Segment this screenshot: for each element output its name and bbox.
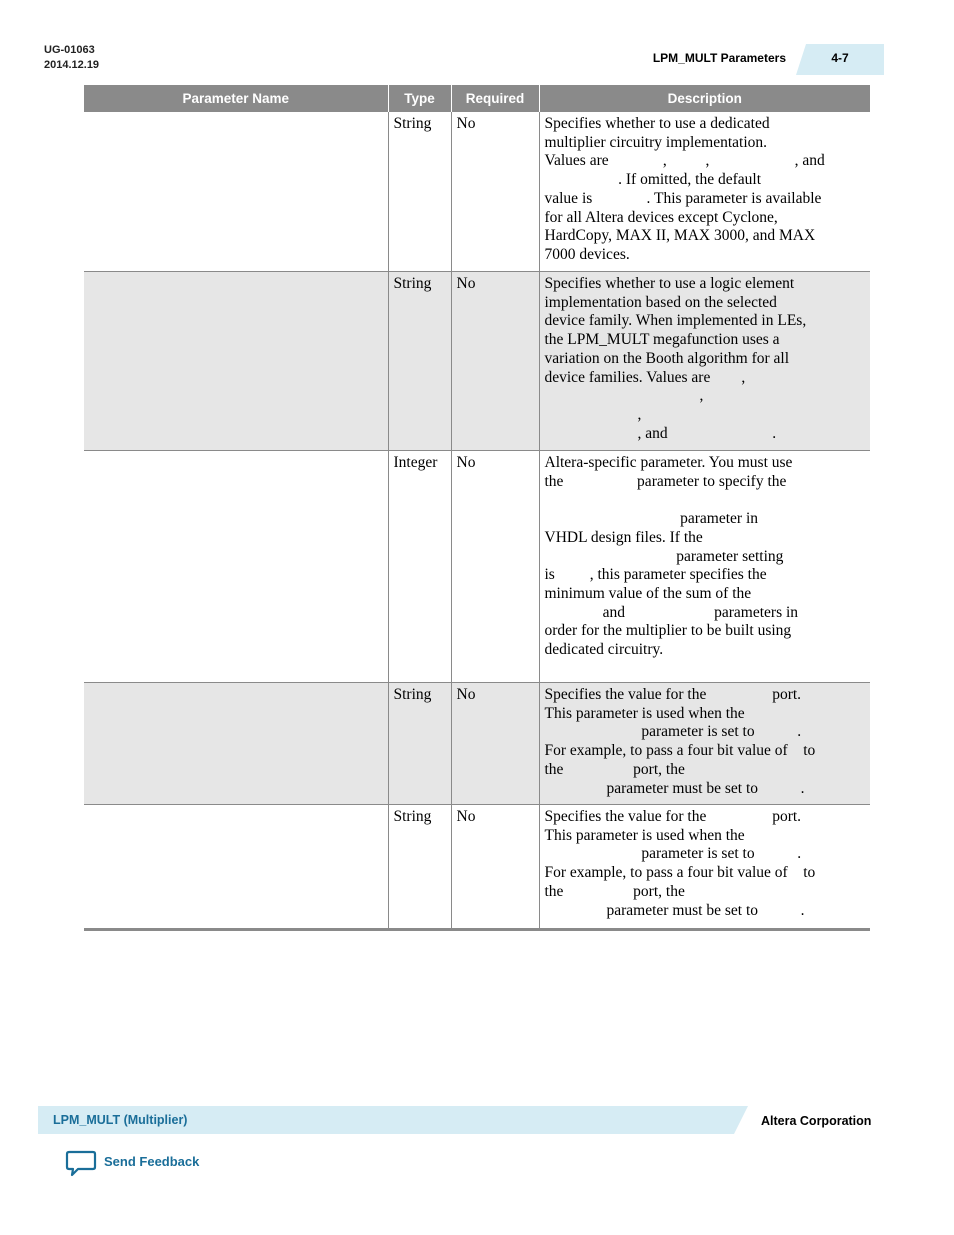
description-line: VHDL design files. If the bbox=[544, 528, 703, 546]
description-line: implementation based on the selected bbox=[544, 293, 777, 311]
param-type-cell: String bbox=[388, 805, 451, 930]
param-name-cell bbox=[84, 683, 388, 805]
description-line: 7000 devices. bbox=[544, 245, 630, 263]
description-line: , and . bbox=[544, 424, 777, 442]
param-required-cell: No bbox=[451, 112, 539, 272]
page-number: 4-7 bbox=[831, 51, 849, 65]
description-line: , bbox=[544, 387, 704, 405]
description-line: HardCopy, MAX II, MAX 3000, and MAX bbox=[544, 227, 816, 245]
description-line: minimum value of the sum of the bbox=[544, 584, 752, 602]
description-line: Values are , , , and bbox=[544, 152, 825, 170]
param-description-cell bbox=[539, 683, 870, 805]
doc-meta bbox=[44, 43, 99, 73]
table-row bbox=[84, 805, 870, 930]
description-line: This parameter is used when the bbox=[544, 704, 745, 722]
description-line: , bbox=[544, 405, 642, 423]
table-row bbox=[84, 683, 870, 805]
param-name-cell bbox=[84, 805, 388, 930]
send-feedback-link[interactable]: Send Feedback bbox=[104, 1154, 200, 1169]
description-line: parameter in bbox=[544, 510, 759, 528]
param-required-cell: No bbox=[451, 451, 539, 683]
description-line: parameter is set to . bbox=[544, 845, 802, 863]
param-type-cell: String bbox=[388, 112, 451, 272]
table-row bbox=[84, 112, 870, 272]
param-name-cell bbox=[84, 112, 388, 272]
company-name: Altera Corporation bbox=[761, 1114, 872, 1128]
description-line: parameter must be set to . bbox=[544, 779, 805, 797]
speech-bubble-icon[interactable] bbox=[65, 1150, 97, 1178]
param-type-cell: Integer bbox=[388, 451, 451, 683]
description-line: and parameters in bbox=[544, 603, 799, 621]
description-line: This parameter is used when the bbox=[544, 826, 745, 844]
description-line: dedicated circuitry. bbox=[544, 641, 664, 659]
doc-date: 2014.12.19 bbox=[44, 59, 100, 71]
description-line: the LPM_MULT megafunction uses a bbox=[544, 331, 780, 349]
col-header-type: Type bbox=[388, 85, 451, 112]
description-line: parameter is set to . bbox=[544, 723, 802, 741]
description-line: the port, the bbox=[544, 882, 685, 900]
description-line: device family. When implemented in LEs, bbox=[544, 312, 807, 330]
table-header-row bbox=[84, 85, 870, 112]
description-line: parameter setting bbox=[544, 547, 784, 565]
col-header-parameter-name: Parameter Name bbox=[84, 85, 388, 112]
description-line: the port, the bbox=[544, 760, 685, 778]
parameters-table bbox=[84, 85, 870, 931]
table-row bbox=[84, 451, 870, 683]
description-line: . If omitted, the default bbox=[544, 171, 762, 189]
param-description-cell bbox=[539, 272, 870, 451]
description-line: device families. Values are , bbox=[544, 368, 746, 386]
description-line: for all Altera devices except Cyclone, bbox=[544, 208, 778, 226]
param-description-cell bbox=[539, 112, 870, 272]
description-line bbox=[545, 491, 866, 510]
description-line: multiplier circuitry implementation. bbox=[544, 133, 768, 151]
col-header-description: Description bbox=[539, 85, 870, 112]
description-line: the parameter to specify the bbox=[544, 472, 787, 490]
description-line: value is . This parameter is available bbox=[544, 189, 822, 207]
param-name-cell bbox=[84, 272, 388, 451]
description-line: Specifies whether to use a logic element bbox=[544, 275, 795, 292]
table-row bbox=[84, 272, 870, 451]
section-title: LPM_MULT Parameters bbox=[652, 51, 786, 65]
description-line: Specifies the value for the port. bbox=[544, 808, 802, 825]
doc-id: UG-01063 bbox=[44, 44, 95, 56]
param-name-cell bbox=[84, 451, 388, 683]
param-description-cell bbox=[539, 451, 870, 683]
param-required-cell: No bbox=[451, 683, 539, 805]
description-line: Altera-specific parameter. You must use bbox=[544, 454, 793, 471]
description-line: Specifies the value for the port. bbox=[544, 686, 802, 703]
param-type-cell: String bbox=[388, 272, 451, 451]
description-line: variation on the Booth algorithm for all bbox=[544, 349, 790, 367]
param-required-cell: No bbox=[451, 805, 539, 930]
param-description-cell bbox=[539, 805, 870, 930]
description-line: For example, to pass a four bit value of to bbox=[544, 742, 816, 760]
description-line: For example, to pass a four bit value of to bbox=[544, 864, 816, 882]
chapter-link[interactable]: LPM_MULT (Multiplier) bbox=[53, 1113, 188, 1127]
col-header-required: Required bbox=[451, 85, 539, 112]
description-line: Specifies whether to use a dedicated bbox=[544, 115, 770, 132]
description-line: order for the multiplier to be built using bbox=[544, 622, 792, 640]
description-line: is , this parameter specifies the bbox=[544, 566, 767, 584]
param-type-cell: String bbox=[388, 683, 451, 805]
description-line: parameter must be set to . bbox=[544, 901, 805, 919]
param-required-cell: No bbox=[451, 272, 539, 451]
